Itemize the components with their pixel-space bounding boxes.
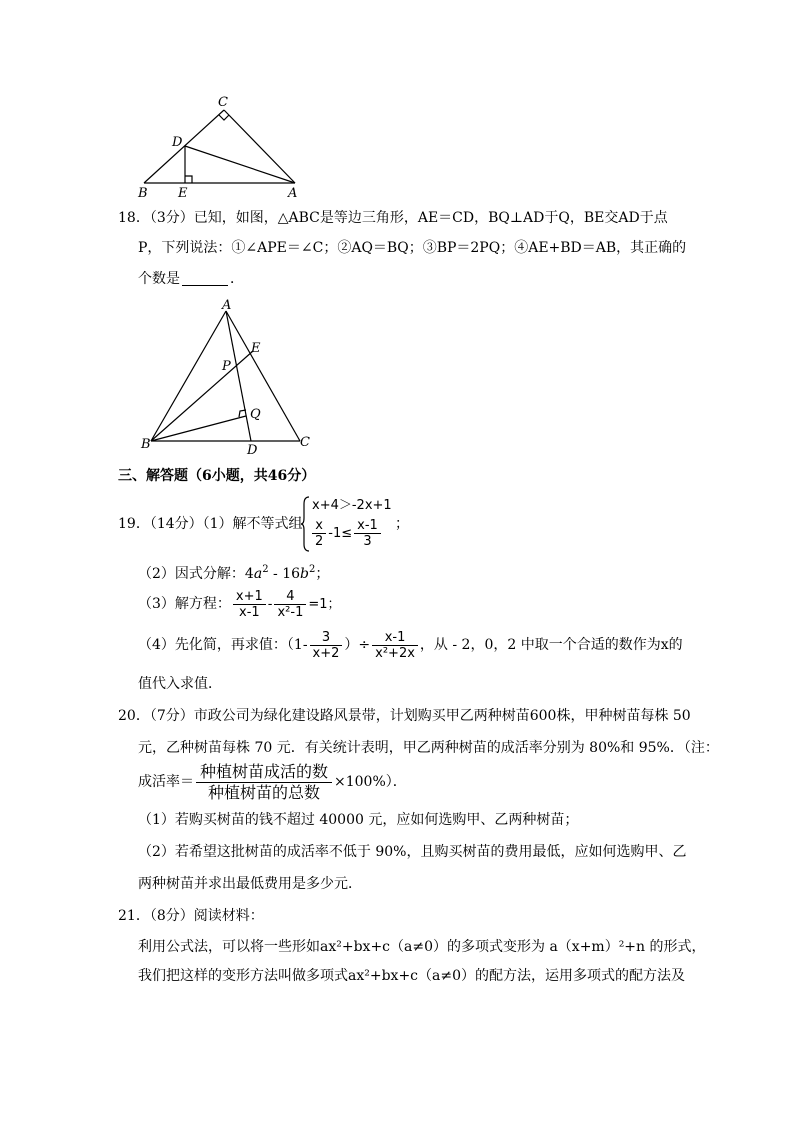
q19-intro: 19．（14分）（1）解不等式组 xyxy=(118,516,303,532)
q18-line1: 18．（3分）已知，如图，△ABC是等边三角形，AE＝CD，BQ⊥AD于Q，BE交AD于点 xyxy=(118,210,668,226)
minus-sign: - xyxy=(267,597,273,612)
q18-line3-text: 个数是 xyxy=(138,271,180,287)
label-B: B xyxy=(141,437,151,452)
p4-mid: ）÷ xyxy=(344,637,371,653)
numerator: 3 xyxy=(310,630,343,646)
q21-line1: 21．（8分）阅读材料： xyxy=(118,908,264,924)
label-Q: Q xyxy=(250,407,261,422)
rate-prefix: 成活率＝ xyxy=(138,774,194,790)
section-title: 三、解答题（6小题，共46分） xyxy=(118,468,316,484)
denominator: 种植树苗的总数 xyxy=(208,782,321,802)
brace-icon xyxy=(300,496,310,552)
q18-line2: P，下列说法：①∠APE＝∠C；②AQ＝BQ；③BP＝2PQ；④AE+BD＝AB，其正确的 xyxy=(138,240,687,256)
q20-part2-line2: 两种树苗并求出最低费用是多少元． xyxy=(138,876,362,892)
denominator: x²+2x xyxy=(375,645,415,661)
var-a: a xyxy=(253,566,263,582)
q20-line2: 元，乙种树苗每株 70 元．有关统计表明，甲乙两种树苗的成活率分别为 80%和 95%．（注： xyxy=(138,740,719,756)
p4-end: ，从 - 2，0，2 中取一个合适的数作为x的 xyxy=(419,637,683,653)
q18-line3-end: ． xyxy=(230,271,244,287)
label-B: B xyxy=(138,186,148,200)
denominator: x²-1 xyxy=(277,604,304,620)
right-angle-mark-E xyxy=(185,176,192,183)
p2-prefix: （2）因式分解：4 xyxy=(138,566,254,582)
q18-line3 xyxy=(138,269,244,289)
inequality-end: ； xyxy=(395,516,409,532)
fraction xyxy=(312,518,326,549)
figure-q18 xyxy=(138,296,318,458)
q20-line1: 20．（7分）市政公司为绿化建设路风景带，计划购买甲乙两种树苗600株，甲种树苗每株 50 xyxy=(118,708,691,724)
q19-part3 xyxy=(138,586,341,623)
answer-blank[interactable] xyxy=(182,271,228,286)
denominator: 3 xyxy=(363,534,372,549)
denominator: x+2 xyxy=(312,645,340,661)
p3-end: =1； xyxy=(308,597,341,612)
label-P: P xyxy=(222,359,231,374)
inequality-mid: -1≤ xyxy=(328,526,353,541)
segment-BC xyxy=(144,110,224,183)
p3-prefix: （3）解方程： xyxy=(138,596,231,612)
rate-end: ×100%）． xyxy=(334,774,407,790)
denominator: 2 xyxy=(315,534,324,549)
q20-rate xyxy=(138,760,407,804)
fraction xyxy=(310,630,343,661)
label-A: A xyxy=(222,298,232,313)
exponent: 2 xyxy=(262,564,269,575)
segment-AD xyxy=(226,311,251,441)
fraction xyxy=(274,589,306,620)
numerator: x+1 xyxy=(233,589,266,605)
q21-line3: 我们把这样的变形方法叫做多项式ax²+bx+c（a≠0）的配方法，运用多项式的配方法及 xyxy=(138,968,685,984)
denominator: x-1 xyxy=(239,604,260,620)
p2-end: ； xyxy=(315,566,330,582)
numerator: x-1 xyxy=(354,518,381,534)
numerator: 种植树苗成活的数 xyxy=(196,762,332,783)
q20-part1: （1）若购买树苗的钱不超过 40000 元，应如何选购甲、乙两种树苗； xyxy=(138,812,579,828)
label-E: E xyxy=(178,186,188,200)
label-D: D xyxy=(247,443,258,458)
inequality-2 xyxy=(310,518,383,549)
right-angle-mark-C xyxy=(219,115,229,120)
q19-part2 xyxy=(138,560,329,584)
label-E: E xyxy=(251,341,261,356)
q19-part4 xyxy=(138,627,683,663)
p4-prefix: （4）先化简，再求值：（1- xyxy=(138,637,308,653)
inequality-1: x+4＞-2x+1 xyxy=(312,498,392,513)
label-A: A xyxy=(288,186,298,200)
label-D: D xyxy=(172,135,183,150)
exponent: 2 xyxy=(308,564,316,575)
segment-DA xyxy=(185,146,295,183)
fraction xyxy=(354,518,381,549)
segment-CA xyxy=(224,110,295,183)
var-b: b xyxy=(300,566,309,582)
label-C: C xyxy=(300,435,310,450)
fraction xyxy=(372,630,418,661)
q21-line2: 利用公式法，可以将一些形如ax²+bx+c（a≠0）的多项式变形为 a（x+m）²+n 的形式， xyxy=(138,939,706,955)
figure-q17 xyxy=(130,92,310,200)
segment-AC xyxy=(226,311,300,441)
numerator: x xyxy=(312,518,326,534)
p2-mid: - 16 xyxy=(268,566,301,582)
numerator: 4 xyxy=(274,589,306,605)
q19-part4-line2: 值代入求值． xyxy=(138,676,222,692)
fraction xyxy=(233,589,266,620)
segment-AB xyxy=(151,311,226,441)
q20-part2-line1: （2）若希望这批树苗的成活率不低于 90%，且购买树苗的费用最低，应如何选购甲、乙 xyxy=(138,844,687,860)
numerator: x-1 xyxy=(372,630,418,646)
label-C: C xyxy=(218,95,228,110)
fraction xyxy=(196,762,332,803)
